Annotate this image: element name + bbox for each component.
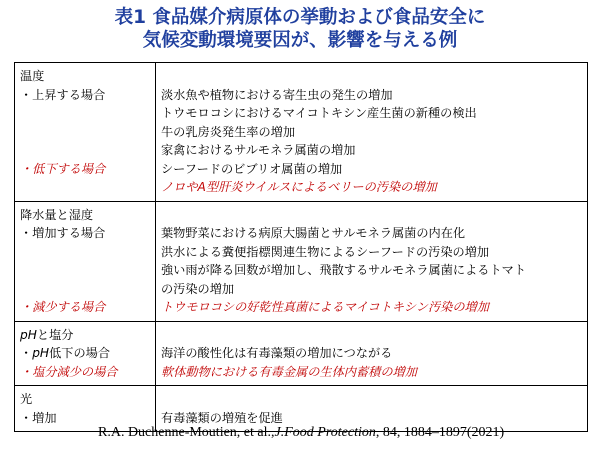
- category-label: 光: [20, 392, 33, 406]
- effect-item: シーフードのビブリオ属菌の増加: [161, 161, 343, 176]
- effect-item: 牛の乳房炎発生率の増加: [161, 124, 296, 139]
- effect-item: 海洋の酸性化は有毒藻類の増加につながる: [161, 346, 393, 360]
- effect-item: 家禽におけるサルモネラ属菌の増加: [161, 143, 356, 157]
- effect-item: 軟体動物における有毒金属の生体内蓄積の増加: [161, 364, 417, 379]
- condition-label: ・pH低下の場合: [20, 346, 111, 360]
- spacer: [161, 206, 582, 225]
- spacer: [161, 67, 582, 86]
- citation: [98, 425, 588, 441]
- category-label: 降水量と湿度: [20, 207, 94, 222]
- effect-item: 淡水魚や植物における寄生虫の発生の増加: [161, 87, 393, 102]
- table-row: [15, 321, 588, 386]
- effect-item: 洪水による糞便指標関連生物によるシーフードの汚染の増加: [161, 244, 490, 259]
- climate-factor-table: [14, 62, 588, 432]
- citation-authors: R.A. Duchenne-Moutien, et al.,: [98, 425, 275, 440]
- category-cell: [15, 321, 156, 386]
- spacer: [20, 243, 150, 262]
- table-title: [0, 6, 600, 52]
- condition-label: ・上昇する場合: [20, 87, 106, 102]
- effect-item: 強い雨が降る回数が増加し、飛散するサルモネラ属菌によるトマト: [161, 263, 527, 277]
- spacer: [20, 261, 150, 280]
- citation-journal: J.Food Protection: [274, 425, 376, 440]
- effect-item: 有毒藻類の増殖を促進: [161, 410, 283, 425]
- spacer: [161, 390, 582, 409]
- spacer: [161, 326, 582, 345]
- title-line-1: 表1 食品媒介病原体の挙動および食品安全に: [114, 7, 486, 28]
- condition-label: ・塩分減少の場合: [20, 364, 118, 379]
- condition-label: ・増加: [20, 410, 57, 425]
- category-label: 温度: [20, 69, 45, 83]
- category-cell: [15, 201, 156, 321]
- effect-item: トウモロコシの好乾性真菌によるマイコトキシン汚染の増加: [161, 300, 489, 314]
- spacer: [20, 123, 150, 142]
- category-label: pHと塩分: [20, 327, 74, 342]
- citation-details: , 84, 1884–1897(2021): [375, 425, 505, 440]
- effects-cell: [156, 201, 588, 321]
- effect-item: 葉物野菜における病原大腸菌とサルモネラ属菌の内在化: [161, 226, 466, 240]
- effects-cell: [156, 321, 588, 386]
- table-row: [15, 63, 588, 202]
- table-body: [15, 63, 588, 432]
- effects-cell: [156, 63, 588, 202]
- effect-item: トウモロコシにおけるマイコトキシン産生菌の新種の検出: [161, 106, 477, 120]
- effect-item: の汚染の増加: [161, 281, 235, 296]
- condition-label: ・低下する場合: [20, 161, 106, 176]
- condition-label: ・増加する場合: [20, 226, 106, 240]
- spacer: [20, 280, 150, 299]
- spacer: [20, 104, 150, 123]
- category-cell: [15, 63, 156, 202]
- title-line-2: 気候変動環境要因が、影響を与える例: [142, 30, 458, 51]
- spacer: [20, 141, 150, 160]
- effect-item: ノロやA型肝炎ウイルスによるベリーの汚染の増加: [161, 180, 437, 194]
- condition-label: ・減少する場合: [20, 300, 106, 314]
- table-row: [15, 201, 588, 321]
